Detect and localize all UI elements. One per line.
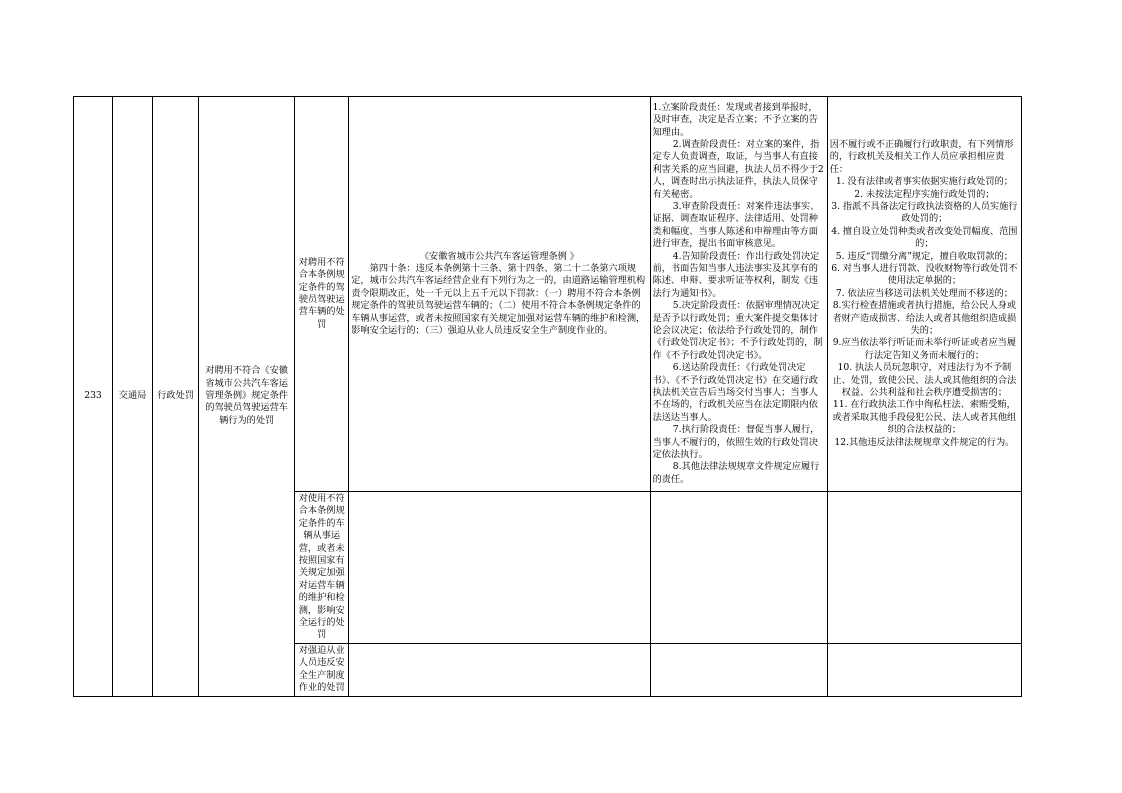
liability-intro: 因不履行或不正确履行行政职责，有下列情形的，行政机关及相关工作人员应承担相应责任：: [829, 138, 1014, 175]
responsibility-cell: [650, 97, 827, 492]
liability-item: 10. 执法人员玩忽职守，对违法行为不予制止、处罚，致使公民、法人或其他组织的合法权益、公共利益和社会秩序遭受损害的；: [832, 362, 1017, 399]
basis-cell: [349, 97, 650, 492]
responsibility-item: 7.执行阶段责任：督促当事人履行，当事人不履行的，依照生效的行政处罚决定依法执行。: [652, 424, 820, 461]
liability-item: 3. 指派不具备法定行政执法资格的人员实施行政处罚的；: [831, 200, 1018, 225]
responsibility-item: 4.告知阶段责任：作出行政处罚决定前，书面告知当事人违法事实及其享有的陈述、申辩、要求听证等权利，制发《违法行为通知书》。: [652, 250, 820, 299]
liability-item: 4. 擅自设立处罚种类或者改变处罚幅度、范围的；: [831, 225, 1018, 250]
liability-item: 7. 依法应当移送司法机关处理而不移送的；: [835, 287, 1013, 299]
responsibility-item: 5.决定阶段责任：依据审理情况决定是否予以行政处罚；重大案件提交集体讨论会议决定；依法给予行政处罚的，制作《行政处罚决定书》；不予行政处罚的，制作《不予行政处罚决定书》。: [652, 300, 823, 361]
table-row: [74, 97, 1022, 492]
liability-cell: [827, 97, 1021, 492]
liability-item: 5. 违反“罚缴分离”规定，擅自收取罚款的；: [835, 250, 1013, 262]
responsibility-item: 2.调查阶段责任：对立案的案件，指定专人负责调查，取证，与当事人有直接利害关系的应当回避，执法人员不得少于2人，调查时出示执法证件，执法人员保守有关秘密。: [652, 138, 824, 200]
responsibility-item: 3.审查阶段责任：对案件违法事实、证据、调查取证程序、法律适用、处罚种类和幅度、当事人陈述和申辩理由等方面进行审查，提出书面审核意见。: [652, 200, 820, 250]
empty-cell: [650, 643, 827, 696]
power-list-table: [73, 96, 1022, 697]
liability-item: 2. 未按法定程序实施行政处罚的；: [854, 188, 995, 200]
seq-cell: 233: [74, 97, 113, 697]
liability-item: 11. 在行政执法工作中徇私枉法、索贿受贿，或者采取其他手段侵犯公民、法人或者其他组织的合法权益的；: [832, 399, 1017, 436]
liability-item: 9.应当依法举行听证而未举行听证或者应当履行法定告知义务而未履行的；: [832, 337, 1017, 361]
responsibility-item: 8.其他法律法规规章文件规定应履行的责任。: [652, 461, 820, 485]
liability-item: 1. 没有法律或者事实依据实施行政处罚的；: [835, 176, 1013, 188]
empty-cell: [650, 492, 827, 644]
basis-body: 第四十条：违反本条例第十三条、第十四条、第二十二条第六项规定，城市公共汽车客运经营企业有下列行为之一的，由道路运输管理机构责令限期改正，处一千元以上五千元以下罚款：（一）聘用不符合本条例规定条件的驾驶员驾驶运营车辆的；（二）使用不符合本条例规定条件的车辆从事运营，或者未按照国家有关规定加强对运营车辆的维护和检测，影响安全运行的；（三）强迫从业人员违反安全生产制度作业的。: [351, 262, 646, 337]
empty-cell: [827, 643, 1021, 696]
empty-cell: [349, 643, 650, 696]
department-cell: 交通局: [113, 97, 153, 697]
liability-item: 6. 对当事人进行罚款、没收财物等行政处罚不使用法定单据的；: [831, 262, 1018, 287]
empty-cell: [827, 492, 1021, 644]
liability-item: 8.实行检查措施或者执行措施，给公民人身或者财产造成损害、给法人或者其他组织造成损失的；: [832, 300, 1017, 337]
liability-item: 12.其他违反法律法规规章文件规定的行为。: [834, 436, 1015, 448]
responsibility-item: 1.立案阶段责任：发现或者接到举报时，及时审查，决定是否立案；不予立案的告知理由。: [652, 101, 818, 138]
sub-item-cell: 对强迫从业人员违反安全生产制度作业的处罚: [295, 643, 349, 696]
responsibility-item: 6.送达阶段责任：《行政处罚决定书》、《不予行政处罚决定书》在交通行政执法机关宣告后当场交付当事人；当事人不在场的，行政机关应当在法定期限内依法送达当事人。: [652, 362, 818, 423]
category-cell: 行政处罚: [153, 97, 199, 697]
item-name-cell: 对聘用不符合《安徽省城市公共汽车客运管理条例》规定条件的驾驶员驾驶运营车辆行为的处罚: [199, 97, 295, 697]
empty-cell: [349, 492, 650, 644]
sub-item-cell: 对聘用不符合本条例规定条件的驾驶员驾驶运营车辆的处罚: [295, 97, 349, 492]
basis-title: 《安徽省城市公共汽车客运管理条例 》: [419, 250, 579, 262]
sub-item-cell: 对使用不符合本条例规定条件的车辆从事运营，或者未按照国家有关规定加强对运营车辆的维护和检测，影响安全运行的处罚: [295, 492, 349, 644]
